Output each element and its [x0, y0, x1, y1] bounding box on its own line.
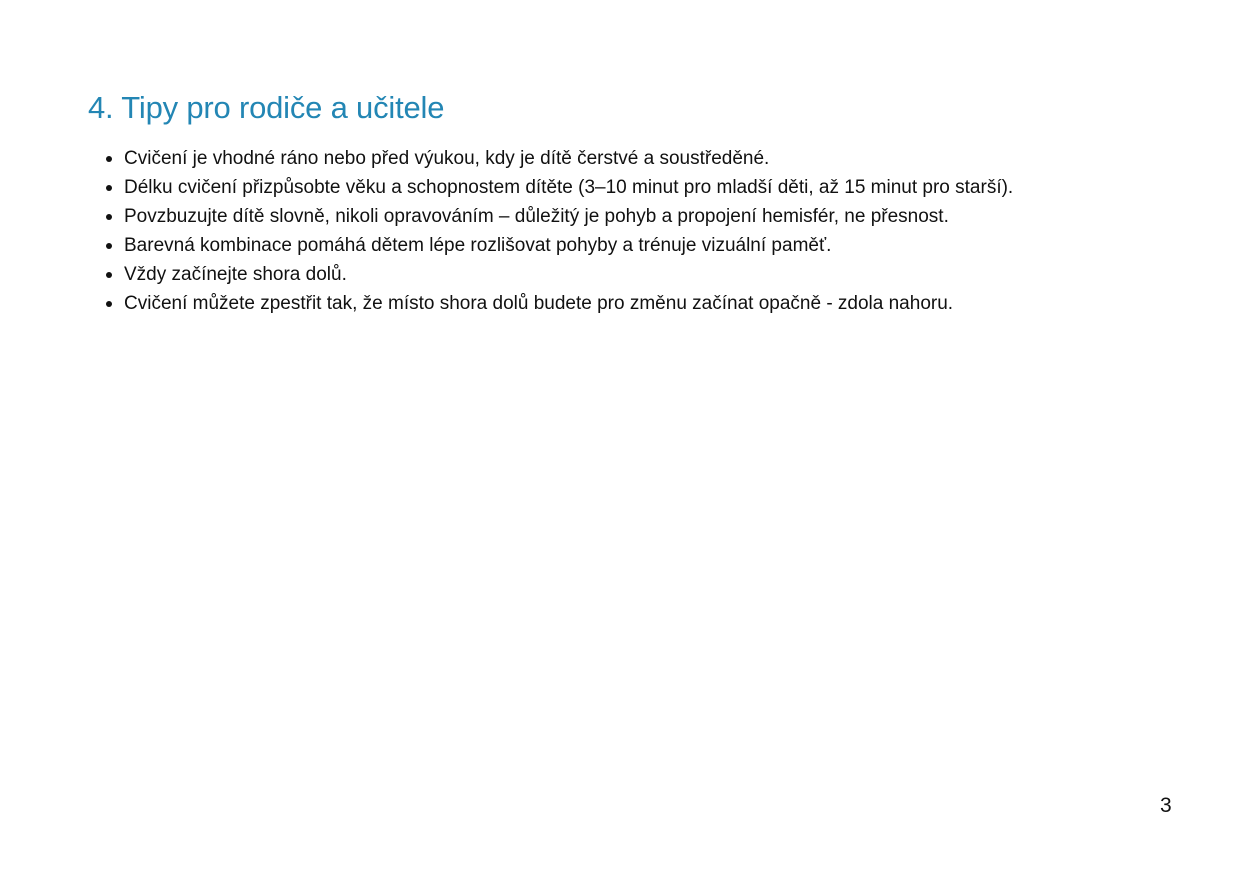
list-item: Délku cvičení přizpůsobte věku a schopnostem dítěte (3–10 minut pro mladší děti, až 15 minut pro starší).: [124, 173, 1224, 202]
list-item: Cvičení můžete zpestřit tak, že místo shora dolů budete pro změnu začínat opačně - zdola nahoru.: [124, 289, 1224, 318]
list-item: Povzbuzujte dítě slovně, nikoli opravováním – důležitý je pohyb a propojení hemisfér, ne přesnost.: [124, 202, 1224, 231]
list-item: Barevná kombinace pomáhá dětem lépe rozlišovat pohyby a trénuje vizuální paměť.: [124, 231, 1224, 260]
tips-list: [124, 144, 1224, 318]
list-item: Cvičení je vhodné ráno nebo před výukou, kdy je dítě čerstvé a soustředěné.: [124, 144, 1224, 173]
page-number: 3: [1160, 794, 1172, 817]
list-item: Vždy začínejte shora dolů.: [124, 260, 1224, 289]
section-heading: 4. Tipy pro rodiče a učitele: [88, 90, 445, 125]
